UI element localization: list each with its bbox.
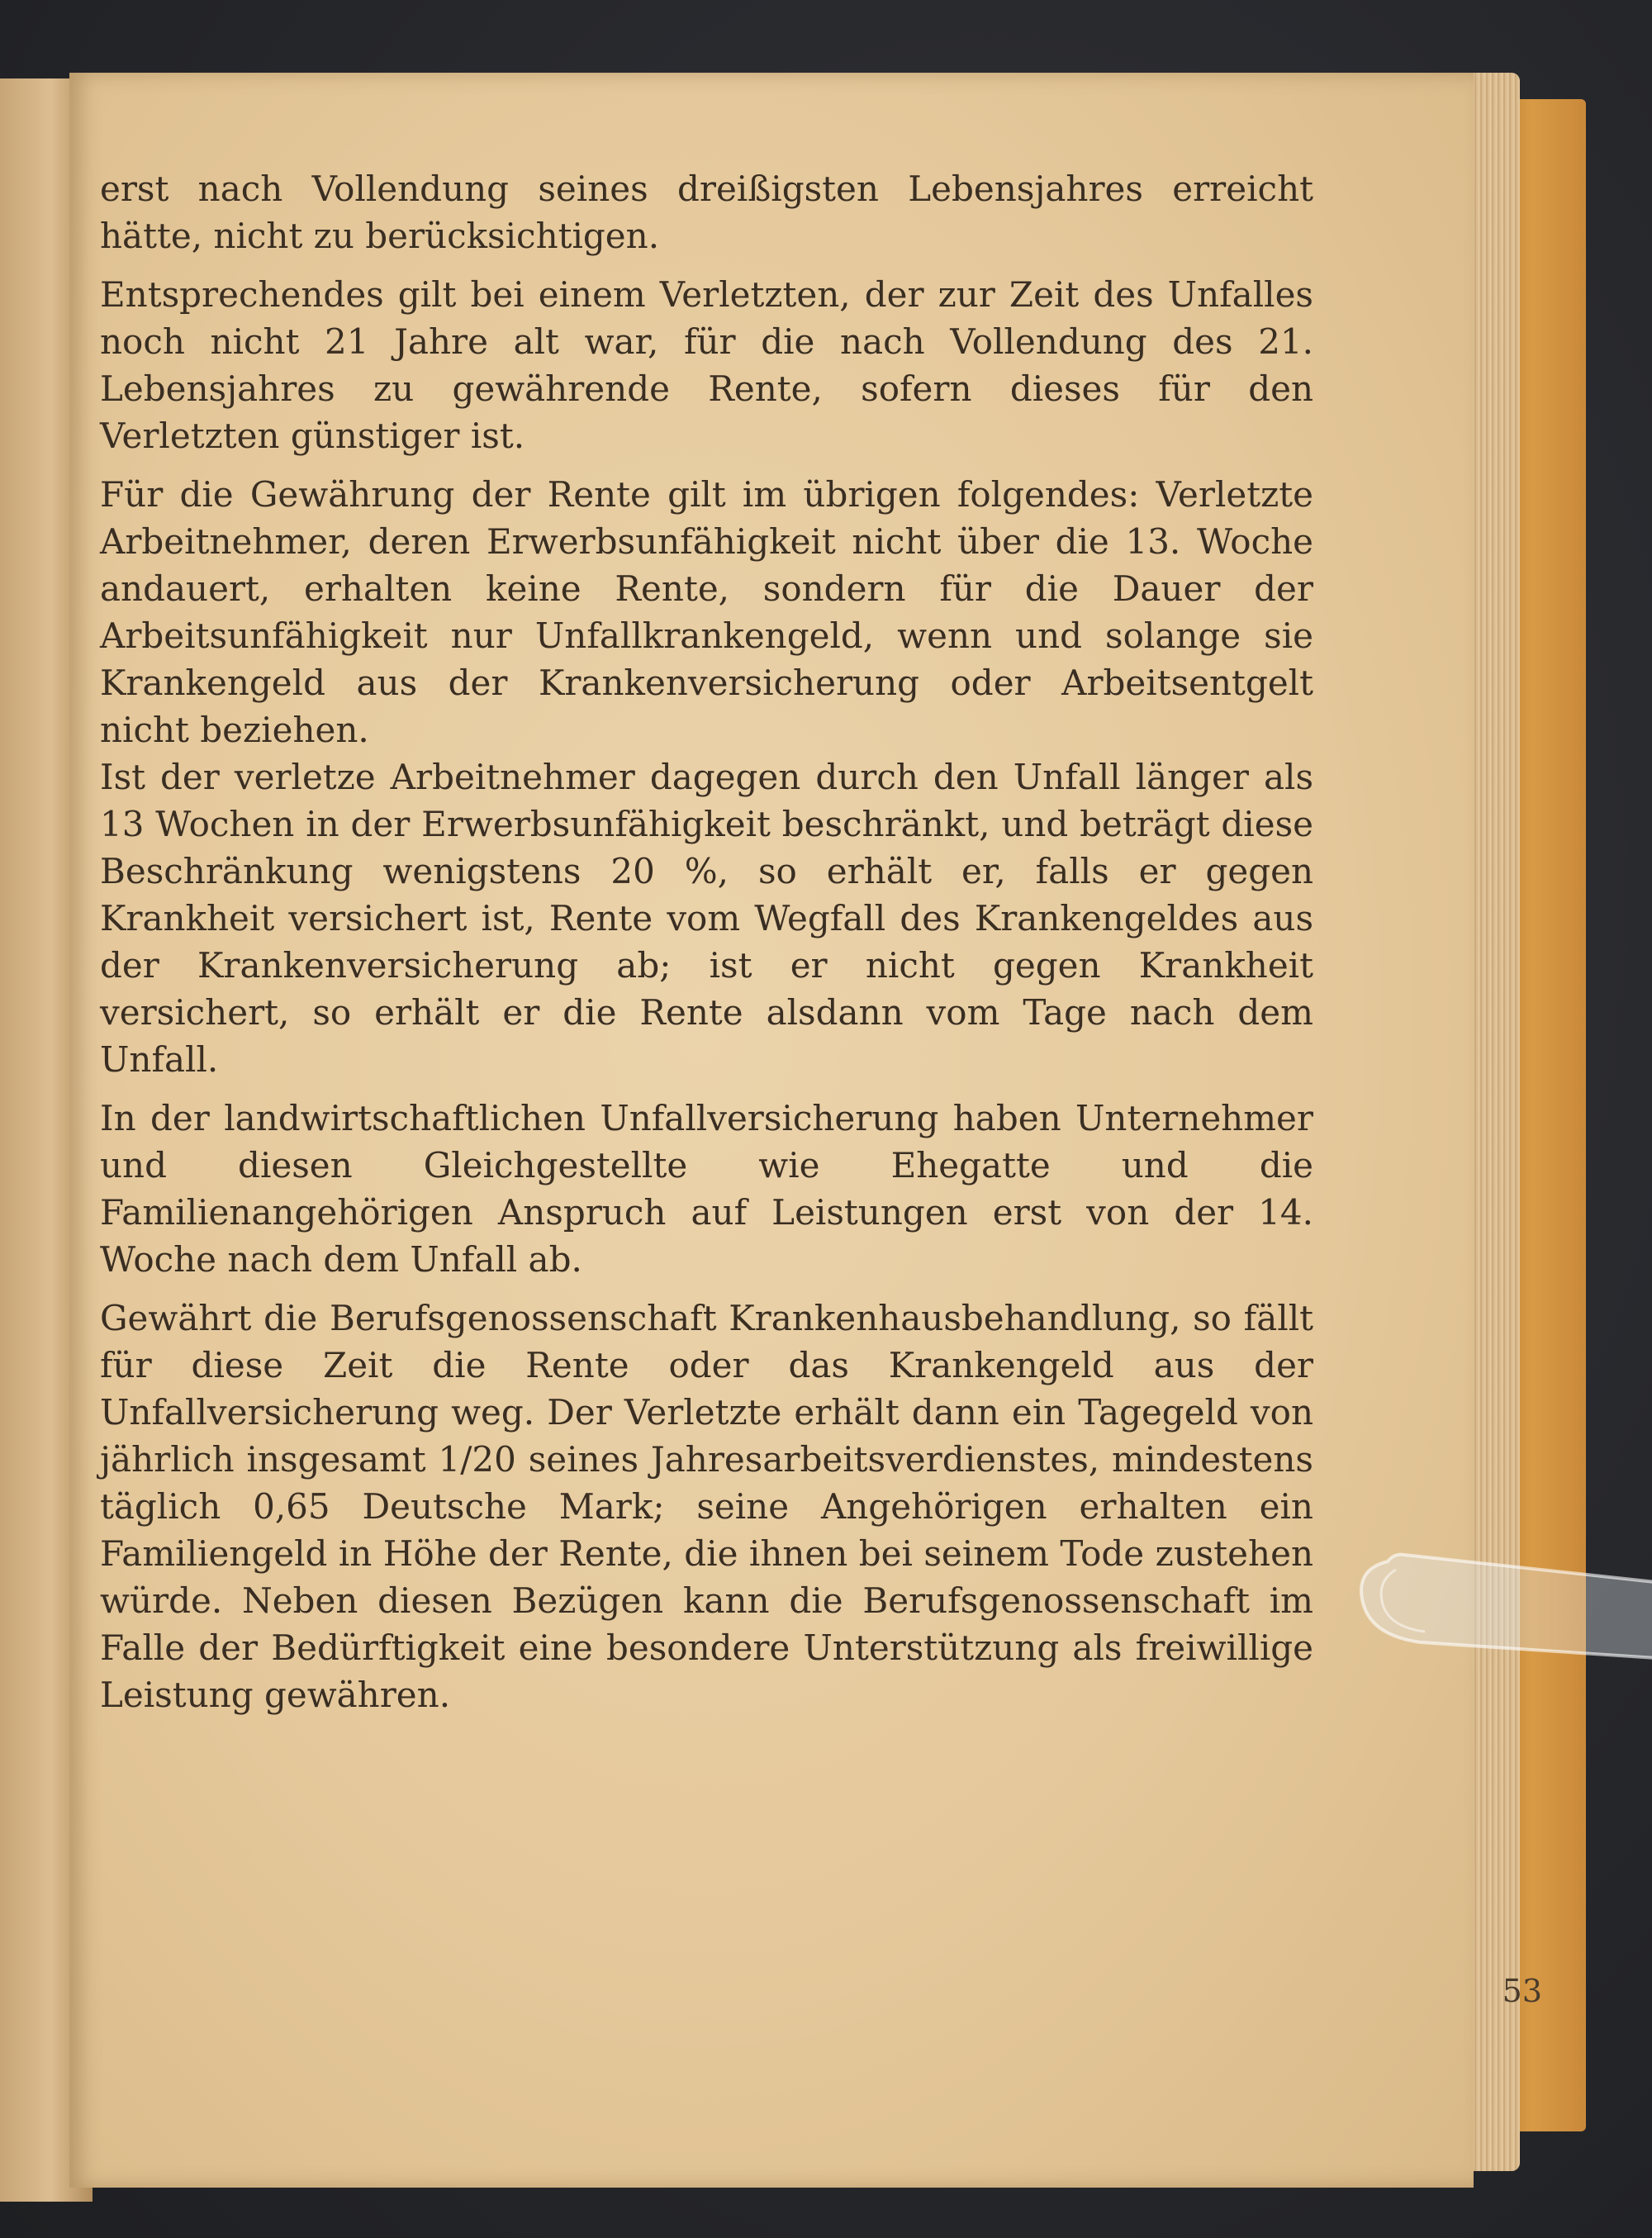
page-text — [100, 165, 1313, 1730]
paragraph-4: Ist der verletze Arbeitnehmer dagegen durch den Unfall länger als 13 Wochen in der Erwerbsunfähigkeit beschränkt, und beträgt diese Beschränkung wenigstens 20 %, so erhält er, falls er gegen Krankheit versichert ist, Rente vom Wegfall des Krankengeldes aus der Krankenversicherung ab; ist er nicht gegen Krankheit versichert, so erhält er die Rente alsdann vom Tage nach dem Unfall. — [100, 757, 1313, 1080]
paragraph-5: In der landwirtschaftlichen Unfallversicherung haben Unternehmer und diesen Gleichgestellte wie Ehegatte und die Familienangehörigen Anspruch auf Leistungen erst von der 14. Woche nach dem Unfall ab. — [100, 1098, 1313, 1280]
paragraph-3: Für die Gewährung der Rente gilt im übrigen folgendes: Verletzte Arbeitnehmer, deren Erwerbsunfähigkeit nicht über die 13. Woche andauert, erhalten keine Rente, sondern für die Dauer der Arbeitsunfähigkeit nur Unfallkrankengeld, wenn und solange sie Krankengeld aus der Krankenversicherung oder Arbeitsentgelt nicht beziehen. — [100, 474, 1313, 750]
paragraph-6: Gewährt die Berufsgenossenschaft Krankenhausbehandlung, so fällt für diese Zeit die Rente oder das Krankengeld aus der Unfallversicherung weg. Der Verletzte erhält dann ein Tagegeld von jährlich insgesamt 1/20 seines Jahresarbeitsverdienstes, mindestens täglich 0,65 Deutsche Mark; seine Angehörigen erhalten ein Familiengeld in Höhe der Rente, die ihnen bei seinem Tode zustehen würde. Neben diesen Bezügen kann die Berufsgenossenschaft im Falle der Bedürftigkeit eine besondere Unterstützung als freiwillige Leistung gewähren. — [100, 1298, 1313, 1715]
paragraph-2: Entsprechendes gilt bei einem Verletzten, der zur Zeit des Unfalles noch nicht 21 Jahre alt war, für die nach Vollendung des 21. Lebensjahres zu gewährende Rente, sofern dieses für den Verletzten günstiger ist. — [100, 274, 1313, 456]
page-number: 53 — [1502, 1973, 1542, 2009]
bookmark-clip — [1346, 1537, 1652, 1661]
paragraph-1: erst nach Vollendung seines dreißigsten Lebensjahres erreicht hätte, nicht zu berücksichtigen. — [100, 169, 1313, 256]
